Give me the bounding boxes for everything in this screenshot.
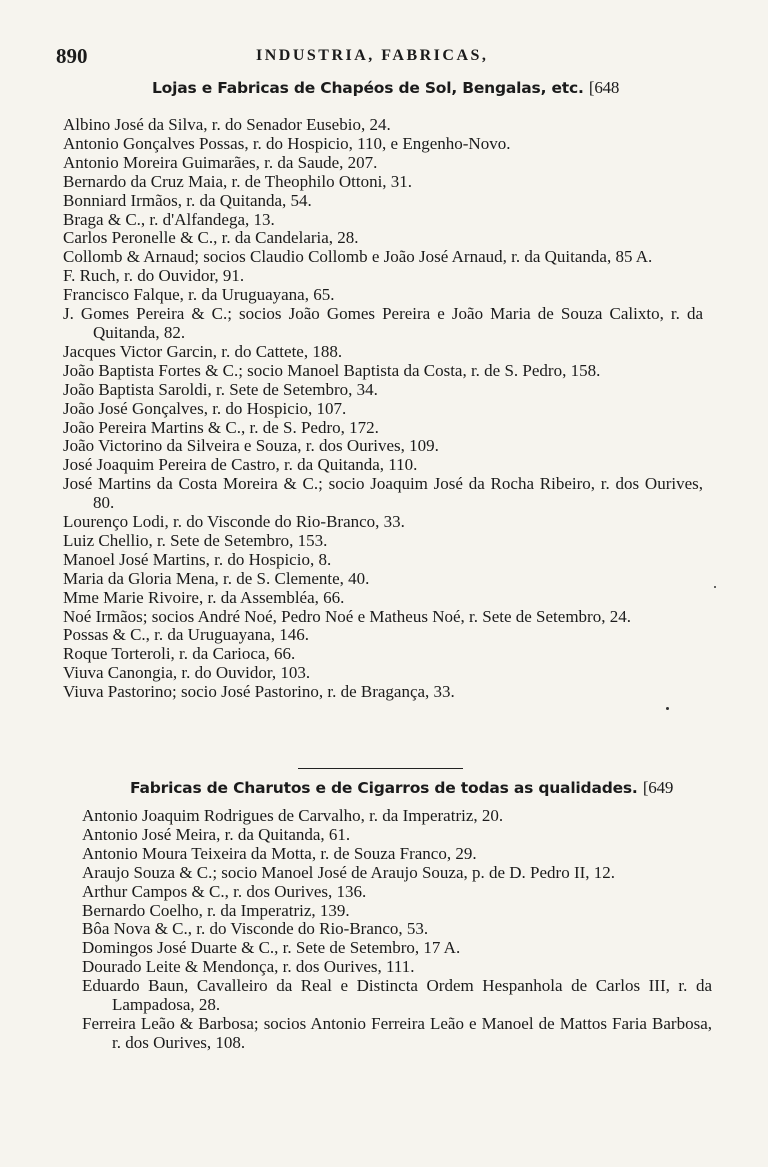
directory-entry: João Baptista Saroldi, r. Sete de Setembro, 34. [63,379,378,399]
page-number: 890 [56,44,88,68]
directory-entry: Noé Irmãos; socios André Noé, Pedro Noé e Matheus Noé, r. Sete de Setembro, 24. [63,606,631,626]
directory-entry: Antonio Moreira Guimarães, r. da Saude, 207. [63,152,378,172]
entry-list-umbrellas [63,116,703,702]
directory-entry: Antonio José Meira, r. da Quitanda, 61. [82,824,351,844]
ink-speck [666,707,669,710]
directory-entry: Possas & C., r. da Uruguayana, 146. [63,625,310,645]
directory-entry: Dourado Leite & Mendonça, r. dos Ourives, 111. [82,957,415,977]
directory-entry: João Baptista Fortes & C.; socio Manoel Baptista da Costa, r. de S. Pedro, 158. [63,360,601,380]
ink-speck [714,586,716,588]
page-header [56,44,706,70]
directory-entry: José Joaquim Pereira de Castro, r. da Quitanda, 110. [63,455,418,475]
directory-entry: F. Ruch, r. do Ouvidor, 91. [63,266,245,286]
directory-entry: Mme Marie Rivoire, r. da Assembléa, 66. [63,587,345,607]
directory-entry: Albino José da Silva, r. do Senador Eusebio, 24. [63,115,391,134]
directory-entry: Bernardo da Cruz Maia, r. de Theophilo Ottoni, 31. [63,171,413,191]
directory-entry: Eduardo Baun, Cavalleiro da Real e Distincta Ordem Hespanhola de Carlos III, r. da Lampadosa, 28. [82,976,712,1015]
directory-entry: Antonio Moura Teixeira da Motta, r. de Souza Franco, 29. [82,843,477,863]
directory-entry: Francisco Falque, r. da Uruguayana, 65. [63,285,335,305]
directory-entry: José Martins da Costa Moreira & C.; socio Joaquim José da Rocha Ribeiro, r. dos Ourives, 80. [63,474,703,513]
directory-entry: Antonio Gonçalves Possas, r. do Hospicio, 110, e Engenho-Novo. [63,133,511,153]
directory-entry: João Pereira Martins & C., r. de S. Pedro, 172. [63,417,379,437]
directory-entry: Collomb & Arnaud; socios Claudio Collomb e João José Arnaud, r. da Quitanda, 85 A. [63,247,653,267]
directory-entry: Bonniard Irmãos, r. da Quitanda, 54. [63,190,312,210]
directory-entry: Manoel José Martins, r. do Hospicio, 8. [63,549,332,569]
directory-entry: Braga & C., r. d'Alfandega, 13. [63,209,275,229]
section-title-cigars [130,778,673,798]
directory-entry: Bernardo Coelho, r. da Imperatriz, 139. [82,900,350,920]
directory-entry: Domingos José Duarte & C., r. Sete de Setembro, 17 A. [82,938,461,958]
section-divider [298,768,463,769]
section-title-text: Lojas e Fabricas de Chapéos de Sol, Bengalas, etc. [152,79,584,97]
directory-entry: Bôa Nova & C., r. do Visconde do Rio-Branco, 53. [82,919,429,939]
section-title-umbrellas [152,78,619,98]
entry-list-cigars [82,807,712,1053]
directory-entry: Araujo Souza & C.; socio Manoel José de Araujo Souza, p. de D. Pedro II, 12. [82,862,616,882]
directory-entry: Viuva Pastorino; socio José Pastorino, r. de Bragança, 33. [63,682,455,702]
directory-entry: Lourenço Lodi, r. do Visconde do Rio-Branco, 33. [63,512,405,532]
section-title-text: Fabricas de Charutos e de Cigarros de todas as qualidades. [130,779,638,797]
running-head: INDUSTRIA, FABRICAS, [256,47,489,64]
directory-entry: Luiz Chellio, r. Sete de Setembro, 153. [63,530,328,550]
directory-entry: João José Gonçalves, r. do Hospicio, 107. [63,398,347,418]
directory-entry: Carlos Peronelle & C., r. da Candelaria, 28. [63,228,359,248]
section-number: [649 [642,778,674,797]
directory-entry: João Victorino da Silveira e Souza, r. dos Ourives, 109. [63,436,439,456]
directory-entry: Jacques Victor Garcin, r. do Cattete, 188. [63,341,343,361]
directory-entry: Roque Torteroli, r. da Carioca, 66. [63,644,296,664]
directory-entry: Arthur Campos & C., r. dos Ourives, 136. [82,881,367,901]
directory-entry: J. Gomes Pereira & C.; socios João Gomes Pereira e João Maria de Souza Calixto, r. da Quitanda, 82. [63,304,703,342]
directory-entry: Maria da Gloria Mena, r. de S. Clemente, 40. [63,568,370,588]
directory-entry: Antonio Joaquim Rodrigues de Carvalho, r. da Imperatriz, 20. [82,806,504,825]
directory-entry: Viuva Canongia, r. do Ouvidor, 103. [63,663,311,683]
section-number: [648 [588,78,620,97]
directory-entry: Ferreira Leão & Barbosa; socios Antonio Ferreira Leão e Manoel de Mattos Faria Barbosa, r. dos Ourives, 108. [82,1013,712,1052]
